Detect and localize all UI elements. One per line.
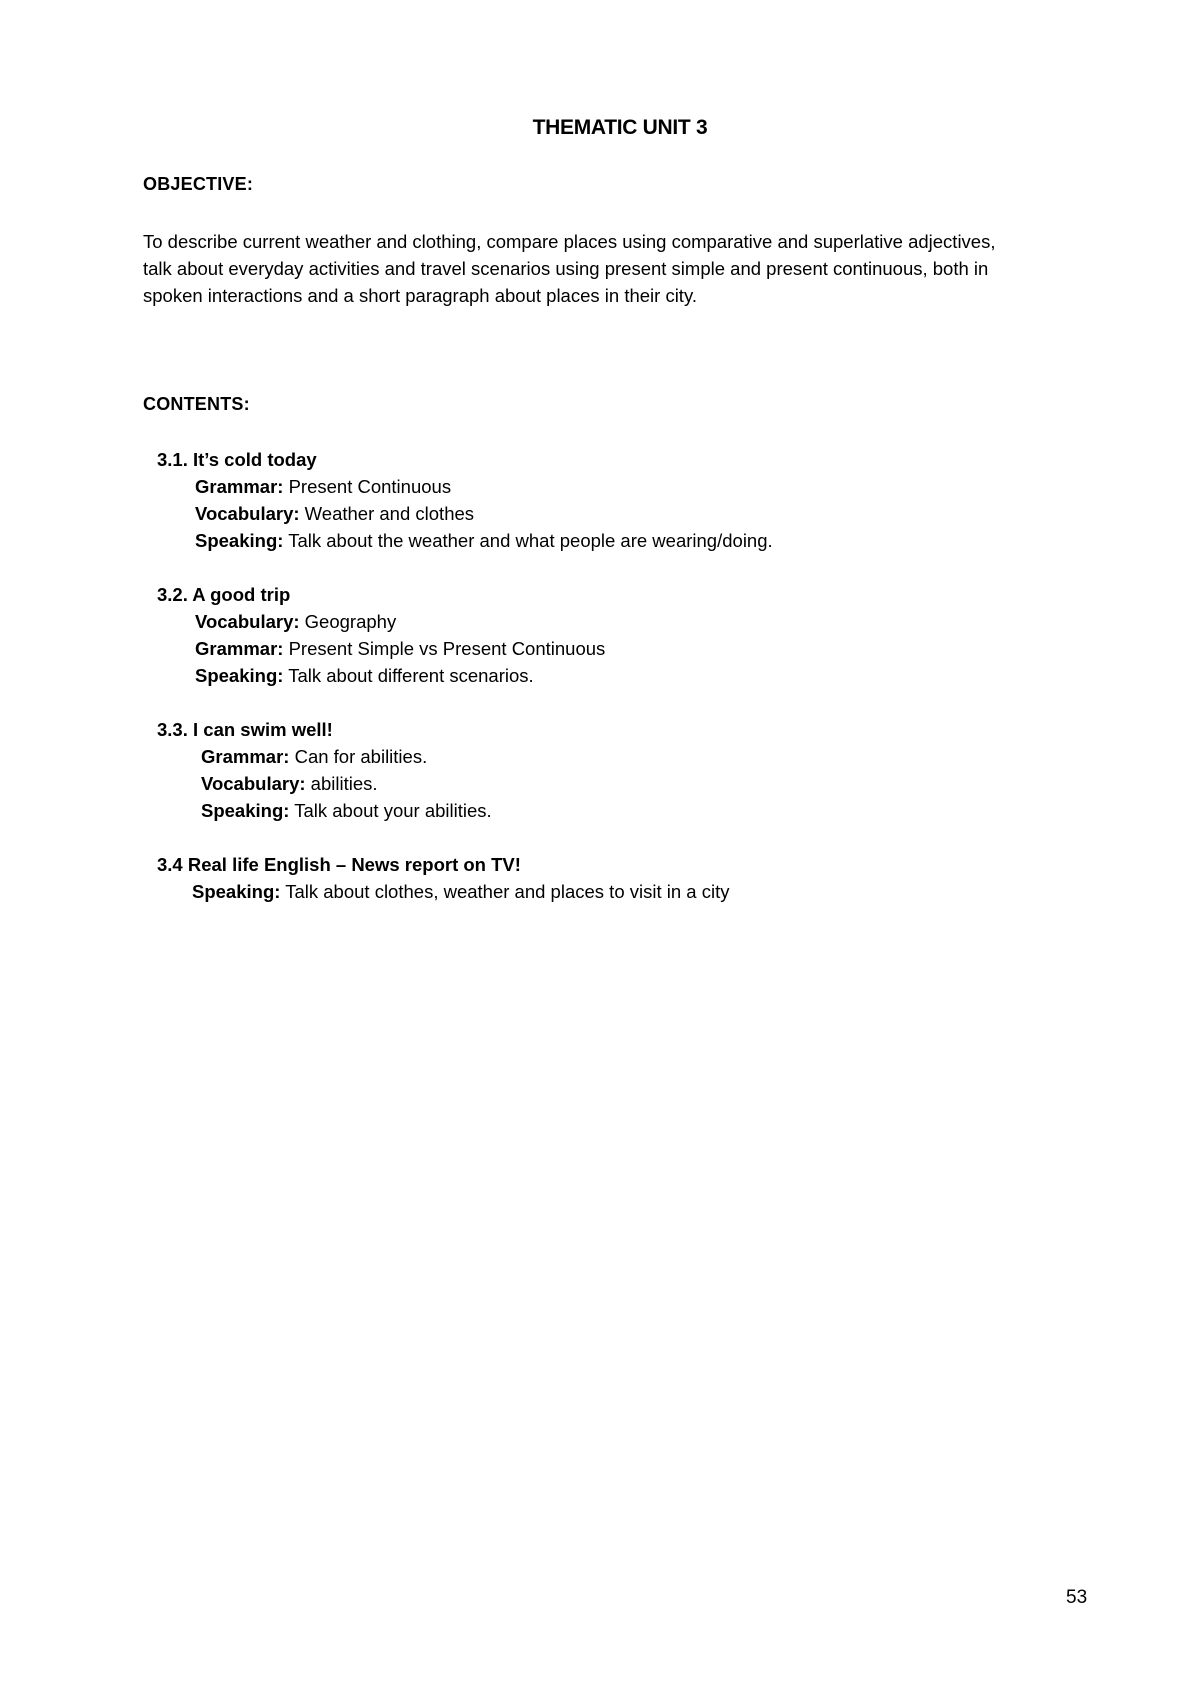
objective-heading: OBJECTIVE: [143, 174, 254, 194]
contents-item [157, 446, 1057, 554]
contents-item-title: 3.3. I can swim well! [157, 719, 333, 740]
contents-item-title: 3.1. It’s cold today [157, 449, 317, 470]
objective-line: spoken interactions and a short paragraph about places in their city. [143, 285, 697, 306]
contents-item-title: 3.2. A good trip [157, 584, 291, 605]
detail-label: Grammar: [195, 638, 284, 659]
contents-item [157, 716, 1057, 824]
objective-line: To describe current weather and clothing, compare places using comparative and superlative adjectives, [143, 231, 996, 252]
objective-line: talk about everyday activities and travel scenarios using present simple and present continuous, both in [143, 258, 989, 279]
page-title: THEMATIC UNIT 3 [532, 116, 708, 139]
detail-text: Talk about your abilities. [289, 800, 492, 821]
contents-item-detail [157, 797, 1057, 824]
detail-label: Vocabulary: [195, 503, 300, 524]
detail-label: Speaking: [195, 530, 284, 551]
detail-text: Present Continuous [283, 476, 452, 497]
contents-item-detail [157, 500, 1057, 527]
contents-item-detail [157, 527, 1057, 554]
detail-text: Talk about clothes, weather and places to visit in a city [280, 881, 730, 902]
contents-item-detail [157, 608, 1057, 635]
contents-item-detail [157, 635, 1057, 662]
contents-item-detail [157, 878, 1057, 905]
contents-item-detail [157, 662, 1057, 689]
contents-item [157, 581, 1057, 689]
detail-text: Talk about different scenarios. [283, 665, 534, 686]
contents-item [157, 851, 1057, 905]
contents-item-detail [157, 473, 1057, 500]
contents-list [157, 446, 1057, 932]
detail-label: Speaking: [195, 665, 284, 686]
detail-text: Talk about the weather and what people are wearing/doing. [283, 530, 773, 551]
contents-item-title: 3.4 Real life English – News report on TV! [157, 854, 521, 875]
contents-item-detail [157, 743, 1057, 770]
contents-item-detail [157, 770, 1057, 797]
detail-text: abilities. [305, 773, 378, 794]
detail-text: Weather and clothes [299, 503, 475, 524]
detail-text: Can for abilities. [289, 746, 428, 767]
detail-label: Vocabulary: [201, 773, 306, 794]
detail-text: Geography [299, 611, 397, 632]
detail-label: Vocabulary: [195, 611, 300, 632]
detail-label: Grammar: [201, 746, 290, 767]
detail-text: Present Simple vs Present Continuous [283, 638, 606, 659]
detail-label: Grammar: [195, 476, 284, 497]
contents-heading: CONTENTS: [143, 394, 250, 414]
detail-label: Speaking: [201, 800, 290, 821]
objective-paragraph [143, 228, 1103, 309]
detail-label: Speaking: [192, 881, 281, 902]
page-number: 53 [1066, 1587, 1088, 1608]
